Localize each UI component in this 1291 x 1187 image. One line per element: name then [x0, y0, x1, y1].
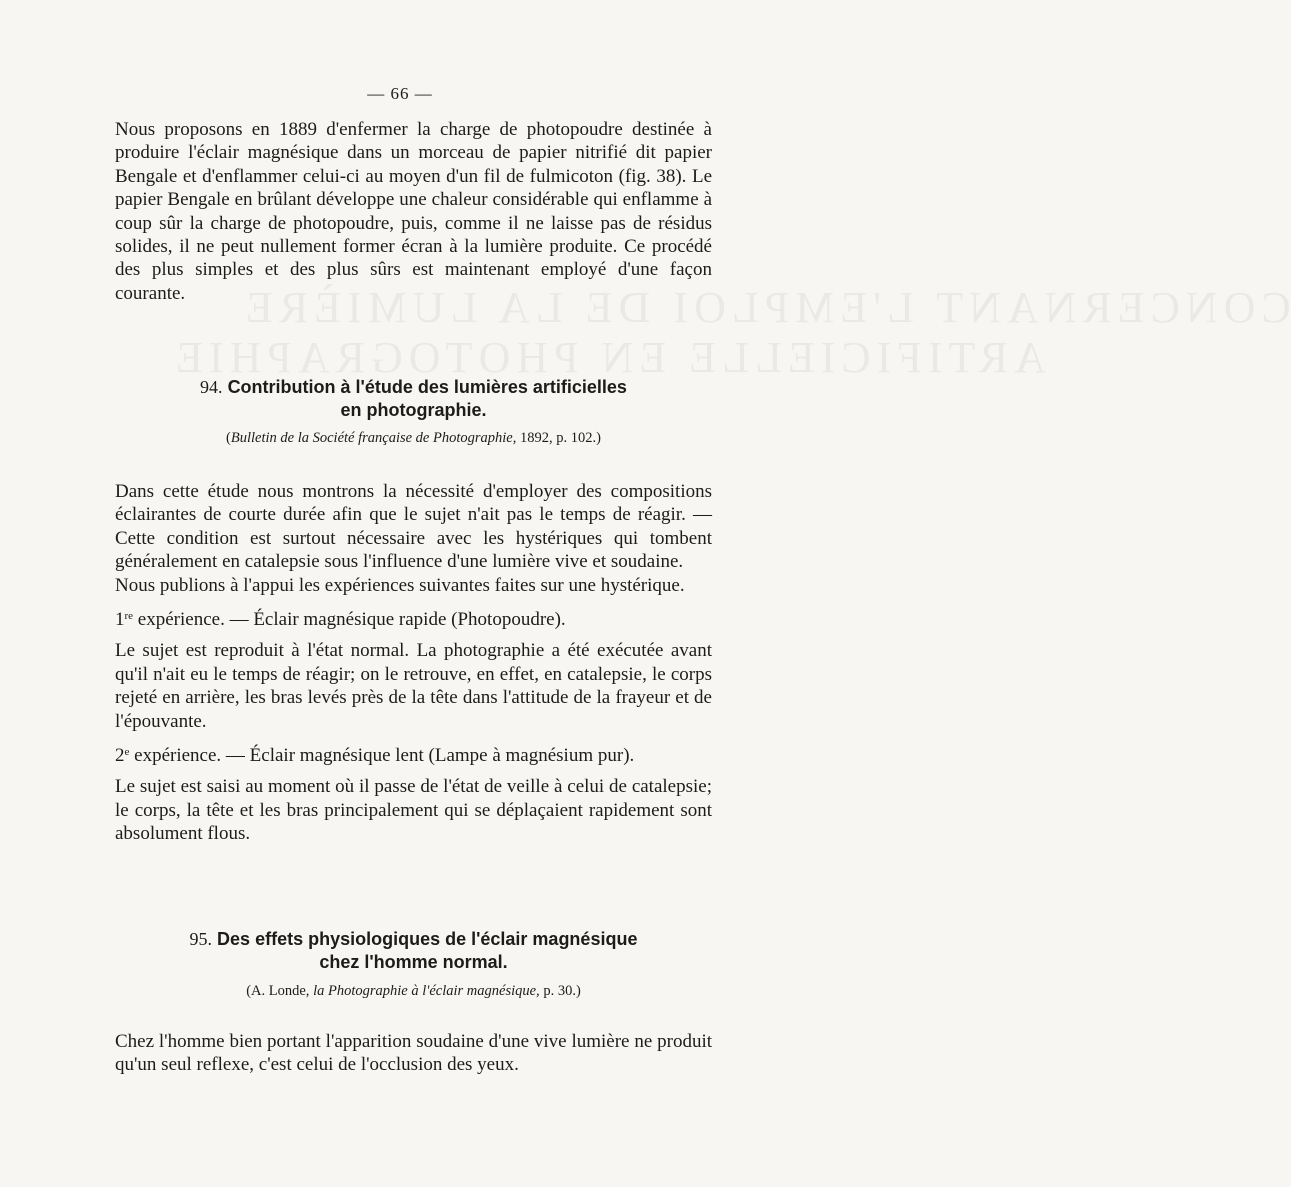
section-95-paragraph: Chez l'homme bien portant l'apparition soudaine d'une vive lumière ne produit qu'un seul reflexe, c'est celui de l'occlusion des yeux. — [115, 1031, 712, 1076]
section-94-title-line1: Contribution à l'étude des lumières artificielles — [227, 377, 627, 397]
section-95-title-line2: chez l'homme normal. — [319, 952, 508, 972]
experience-1-heading: 1re expérience. — Éclair magnésique rapide (Photopoudre). — [115, 609, 566, 631]
section-95-book-title: la Photographie à l'éclair magnésique, — [313, 983, 540, 999]
section-95-source: (A. Londe, la Photographie à l'éclair magnésique, p. 30.) — [246, 983, 581, 999]
section-94-body — [115, 480, 712, 846]
section-95-title-line1: Des effets physiologiques de l'éclair magnésique — [217, 929, 638, 949]
experience-2-heading: 2e expérience. — Éclair magnésique lent (Lampe à magnésium pur). — [115, 745, 635, 767]
show-through-text: ARTIFICIELLE EN PHOTOGRAPHIE — [170, 333, 1046, 382]
experience-1-paragraph: Le sujet est reproduit à l'état normal. La photographie a été exécutée avant qu'il n'ait eu le temps de réagir; on le retrouve, en effet, en catalepsie, le corps rejeté en arrière, les bras levés près de la tête dans l'attitude de la frayeur et de l'épouvante. — [115, 640, 712, 732]
section-95-body — [115, 1030, 712, 1077]
section-95-heading — [115, 928, 712, 974]
section-94-number: 94. — [200, 377, 223, 397]
section-94-heading — [115, 376, 712, 422]
section-95-number: 95. — [189, 929, 213, 949]
section-94-source: (Bulletin de la Société française de Photographie, 1892, p. 102.) — [226, 430, 601, 446]
page-number: — 66 — — [367, 84, 433, 103]
intro-paragraph: Nous proposons en 1889 d'enfermer la charge de photopoudre destinée à produire l'éclair magnésique dans un morceau de papier nitrifié dit papier Bengale et d'enflammer celui-ci au moyen d'un fil de fulmicoton (fig. 38). Le papier Bengale en brûlant développe une chaleur considérable qui enflamme à coup sûr la charge de photopoudre, puis, comme il ne laisse pas de résidus solides, il ne peut nullement former écran à la lumière produite. Ce procédé des plus simples et des plus sûrs est maintenant employé d'une façon courante. — [115, 119, 712, 304]
experience-2-paragraph: Le sujet est saisi au moment où il passe de l'état de veille à celui de catalepsie; le corps, la tête et les bras principalement qui se déplaçaient rapidement sont absolument flous. — [115, 776, 712, 845]
section-94-paragraph-1: Dans cette étude nous montrons la nécessité d'employer des compositions éclairantes de courte durée afin que le sujet n'ait pas le temps de réagir. — Cette condition est surtout nécessaire avec les hystériques qui tombent généralement en catalepsie sous l'influence d'une lumière vive et soudaine. — [115, 481, 712, 573]
section-94-paragraph-2: Nous publions à l'appui les expériences suivantes faites sur une hystérique. — [115, 574, 685, 596]
section-94-title-line2: en photographie. — [340, 400, 487, 420]
intro-block — [115, 118, 712, 305]
section-94-journal: Bulletin de la Société française de Photographie, — [230, 430, 517, 446]
show-through-text: CONCERNANT L'EMPLOI DE LA LUMIÈRE — [240, 283, 1291, 332]
